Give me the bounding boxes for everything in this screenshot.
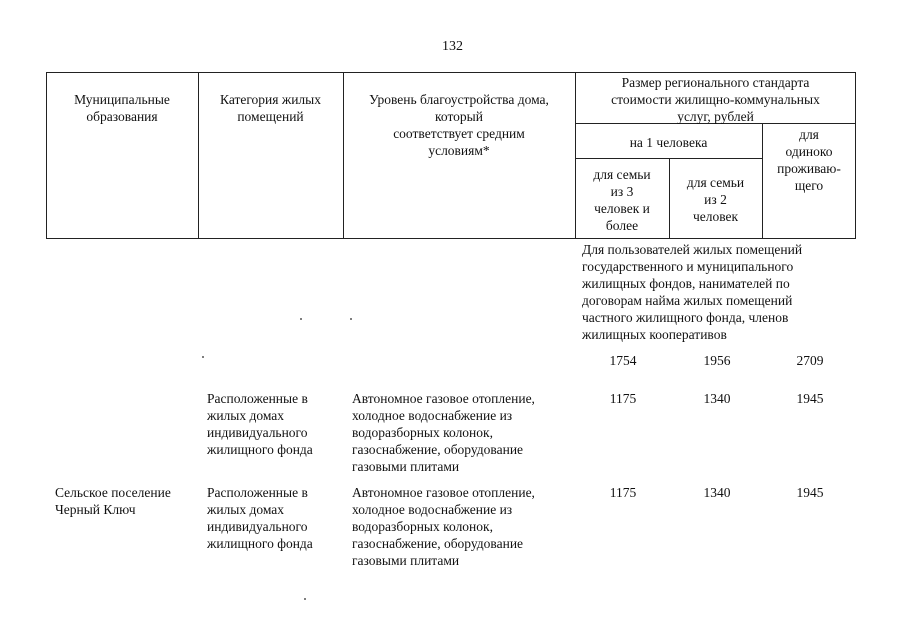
header-family-3: для семьи из 3 человек и более [593,167,651,233]
header-standard-size: Размер регионального стандарта стоимости жилищно-коммунальных услуг, рублей [611,75,820,124]
row-1-value-family2: 1956 [703,353,731,368]
scan-speck [202,356,204,358]
scan-speck [350,318,352,320]
row-2-value-family2: 1340 [703,391,731,406]
row-1-value-single: 2709 [796,353,824,368]
row-2-amenities: Автономное газовое отопление, холодное водоснабжение из водоразборных колонок, газоснабжение, оборудование газовыми плитами [352,391,535,474]
section-note: Для пользователей жилых помещений государственного и муниципального жилищных фондов, нанимателей по договорам найма жилых помещений частного жилищного фонда, членов жилищных кооперативов [582,242,803,342]
row-3-municipality: Сельское поселение Черный Ключ [55,485,171,517]
row-1-value-family3: 1754 [609,353,637,368]
header-single: для одиноко проживаю- щего [777,127,841,193]
row-2-value-single: 1945 [796,391,824,406]
header-amenities: Уровень благоустройства дома, который соответствует средним условиям* [369,92,549,158]
header-category: Категория жилых помещений [220,92,321,124]
page-number: 132 [442,39,463,54]
header-per-person: на 1 человека [629,135,708,150]
row-3-value-family2: 1340 [703,485,731,500]
row-3-value-single: 1945 [796,485,824,500]
row-2-value-family3: 1175 [609,391,637,406]
scan-speck [304,598,306,600]
header-municipalities: Муниципальные образования [74,92,170,124]
row-3-value-family3: 1175 [609,485,637,500]
row-3-category: Расположенные в жилых домах индивидуального жилищного фонда [207,485,313,551]
scan-speck [300,318,302,320]
row-2-category: Расположенные в жилых домах индивидуального жилищного фонда [207,391,313,457]
header-family-2: для семьи из 2 человек [686,175,745,224]
row-3-amenities: Автономное газовое отопление, холодное водоснабжение из водоразборных колонок, газоснабжение, оборудование газовыми плитами [352,485,535,568]
